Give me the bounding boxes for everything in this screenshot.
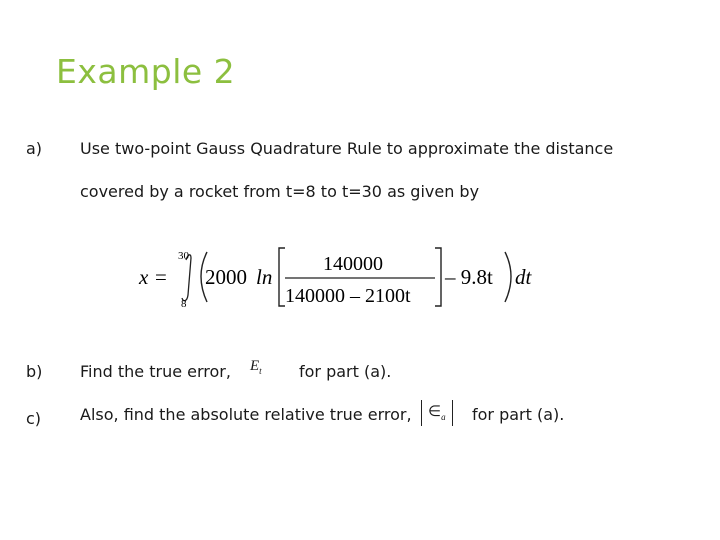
formula-dt: dt (515, 265, 532, 289)
item-a-label: a) (26, 139, 43, 158)
formula-denominator: 140000 – 2100t (285, 285, 411, 307)
slide-title: Example 2 (56, 52, 236, 91)
item-b-text-after: for part (a). (299, 362, 392, 381)
item-a-text-line1: Use two-point Gauss Quadrature Rule to approximate the distance (80, 139, 614, 158)
integral-lower-limit: 8 (181, 298, 187, 310)
formula-tail: – 9.8t (445, 265, 493, 289)
item-b-label: b) (26, 362, 43, 381)
formula-lhs: x = (139, 265, 168, 289)
distance-integral-formula (135, 240, 555, 310)
item-c-text-before: Also, find the absolute relative true error, (80, 405, 412, 424)
true-error-symbol: $E_t$ (250, 358, 262, 376)
formula-ln: ln (256, 265, 273, 289)
item-b-text-before: Find the true error, (80, 362, 231, 381)
item-a-text-line2: covered by a rocket from t=8 to t=30 as given by (80, 182, 480, 201)
abs-rel-error-symbol: $\in_a$ (421, 400, 453, 426)
integral-upper-limit: 30 (178, 250, 189, 262)
item-c-text-after: for part (a). (472, 405, 565, 424)
formula-numerator: 140000 (323, 253, 383, 275)
right-bracket (435, 248, 441, 306)
item-c-label: c) (26, 409, 42, 428)
right-paren (505, 252, 511, 302)
formula-coefficient: 2000 (205, 265, 247, 289)
